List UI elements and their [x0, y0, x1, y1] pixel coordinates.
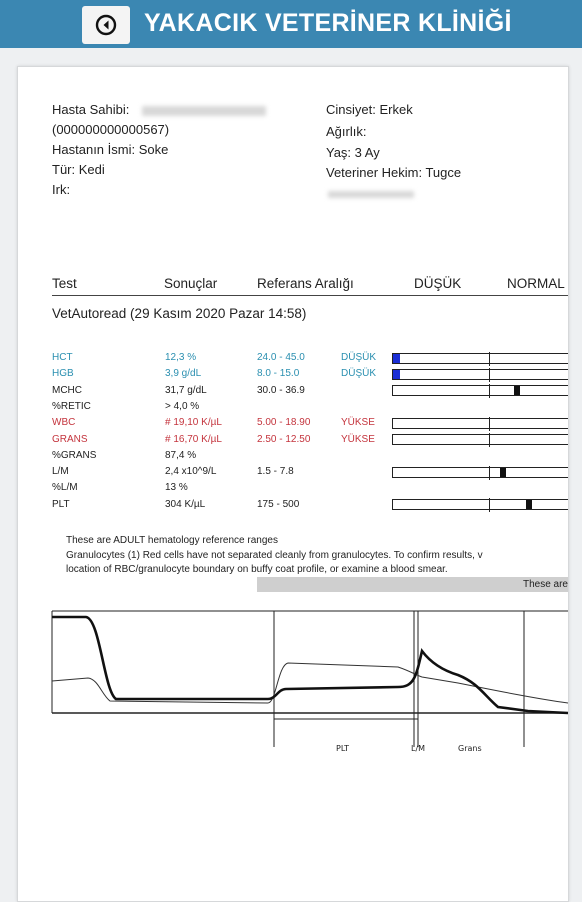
- reference-curve: [52, 663, 568, 703]
- back-button[interactable]: [82, 6, 130, 44]
- test-result: > 4,0 %: [165, 400, 200, 412]
- test-name: HGB: [52, 368, 74, 380]
- reference-range: 8.0 - 15.0: [257, 368, 300, 380]
- owner-id: (000000000000567): [52, 122, 170, 137]
- owner-name-redacted: [142, 106, 266, 116]
- test-name: %L/M: [52, 482, 78, 494]
- profile-curve: [52, 617, 568, 713]
- notice-banner: [257, 577, 568, 592]
- test-result: 12,3 %: [165, 352, 197, 363]
- test-result: 13 %: [165, 482, 188, 494]
- test-result: 31,7 g/dL: [165, 384, 207, 396]
- note-buffy-coat: location of RBC/granulocyte boundary on buffy coat profile, or examine a blood smear.: [66, 564, 448, 575]
- test-name: MCHC: [52, 384, 82, 396]
- range-bar-divider: [489, 417, 490, 431]
- owner-label: Hasta Sahibi:: [52, 102, 130, 117]
- range-bar: [392, 467, 569, 478]
- reference-range: 30.0 - 36.9: [257, 384, 305, 396]
- low-value-marker: [393, 354, 400, 363]
- status-flag: DÜŞÜK: [341, 352, 377, 363]
- redacted-field: [328, 191, 414, 198]
- test-name: PLT: [52, 498, 70, 510]
- back-arrow-circle-icon: [95, 14, 117, 36]
- graph-label-lm: L/M: [411, 744, 426, 753]
- low-value-marker: [393, 370, 400, 379]
- app-header: [0, 0, 582, 48]
- test-name: WBC: [52, 417, 76, 429]
- value-marker: [514, 386, 520, 395]
- range-bar-divider: [489, 352, 490, 366]
- patient-breed: Irk:: [52, 182, 71, 197]
- value-marker: [526, 500, 532, 509]
- value-marker: [500, 468, 506, 477]
- reference-range: 2.50 - 12.50: [257, 433, 311, 445]
- patient-vet: Veteriner Hekim: Tugce: [326, 165, 462, 180]
- status-flag: YÜKSE: [341, 417, 375, 429]
- reference-range: 1.5 - 7.8: [257, 466, 294, 478]
- test-result: # 19,10 K/µL: [165, 417, 222, 429]
- range-bar: [392, 499, 569, 510]
- patient-age: Yaş: 3 Ay: [326, 145, 380, 160]
- graph-label-plt: PLT: [336, 744, 350, 753]
- range-bar: [392, 418, 569, 429]
- range-bar-divider: [489, 368, 490, 382]
- header-divider: [52, 295, 568, 296]
- patient-weight: Ağırlık:: [326, 124, 367, 139]
- patient-species: Tür: Kedi: [52, 162, 105, 177]
- range-bar-divider: [489, 498, 490, 512]
- col-header-range: Referans Aralığı: [257, 276, 354, 291]
- test-result: # 16,70 K/µL: [165, 433, 222, 445]
- analyzer-line: VetAutoread (29 Kasım 2020 Pazar 14:58): [52, 306, 307, 321]
- test-result: 304 K/µL: [165, 498, 206, 510]
- status-flag: DÜŞÜK: [341, 368, 377, 380]
- clinic-title: YAKACIK VETERİNER KLİNİĞİ: [144, 9, 512, 37]
- reference-range: 175 - 500: [257, 498, 300, 510]
- test-name: %GRANS: [52, 449, 97, 461]
- reference-range: 5.00 - 18.90: [257, 417, 311, 429]
- range-bar: [392, 434, 569, 445]
- buffy-coat-profile-graph: [18, 607, 568, 767]
- col-header-test: Test: [52, 276, 77, 291]
- graph-label-grans: Grans: [458, 744, 482, 753]
- test-result: 87,4 %: [165, 449, 197, 461]
- range-bar-divider: [489, 466, 490, 480]
- status-flag: YÜKSE: [341, 433, 375, 445]
- patient-name: Hastanın İsmi: Soke: [52, 142, 169, 157]
- patient-gender: Cinsiyet: Erkek: [326, 102, 413, 117]
- test-name: L/M: [52, 466, 69, 478]
- note-adult-ranges: These are ADULT hematology reference ranges: [66, 535, 278, 546]
- range-bar-divider: [489, 433, 490, 447]
- test-name: %RETIC: [52, 400, 91, 412]
- test-result: 3,9 g/dL: [165, 368, 202, 380]
- range-bar: [392, 385, 569, 396]
- range-bar: [392, 369, 569, 380]
- notice-banner-text: These are: [522, 579, 568, 590]
- test-name: GRANS: [52, 433, 88, 445]
- note-granulocytes: Granulocytes (1) Red cells have not separated cleanly from granulocytes. To confirm results, v: [66, 550, 483, 561]
- test-result: 2,4 x10^9/L: [165, 466, 217, 478]
- reference-range: 24.0 - 45.0: [257, 352, 305, 363]
- lab-report-document: [17, 66, 569, 902]
- test-name: HCT: [52, 352, 73, 363]
- col-header-results: Sonuçlar: [164, 276, 218, 291]
- range-bar-divider: [489, 384, 490, 398]
- col-header-normal: NORMAL: [507, 276, 565, 291]
- col-header-low: DÜŞÜK: [414, 276, 462, 291]
- range-bar: [392, 353, 569, 364]
